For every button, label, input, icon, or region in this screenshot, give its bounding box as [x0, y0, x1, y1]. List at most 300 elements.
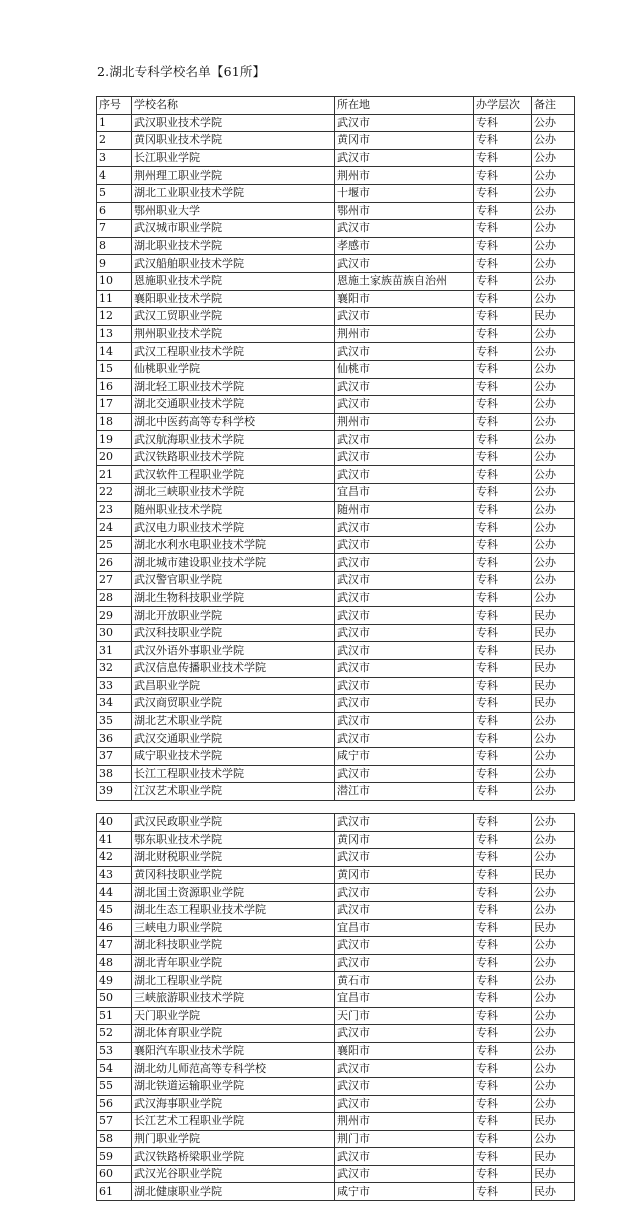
table-row	[97, 255, 575, 273]
row-number-cell: 4	[97, 167, 132, 185]
school-name-cell: 恩施职业技术学院	[132, 272, 335, 290]
table-row	[97, 937, 575, 955]
level-cell: 专科	[474, 607, 532, 625]
table-row	[97, 343, 575, 361]
school-name-cell: 武汉软件工程职业学院	[132, 466, 335, 484]
level-cell: 专科	[474, 255, 532, 273]
level-cell: 专科	[474, 783, 532, 801]
table-row	[97, 308, 575, 326]
location-cell: 武汉市	[335, 255, 474, 273]
ownership-cell: 公办	[532, 831, 575, 849]
school-name-cell: 武汉职业技术学院	[132, 114, 335, 132]
level-cell: 专科	[474, 814, 532, 832]
level-cell: 专科	[474, 866, 532, 884]
row-number-cell: 26	[97, 554, 132, 572]
table-row	[97, 202, 575, 220]
location-cell: 武汉市	[335, 149, 474, 167]
level-cell: 专科	[474, 237, 532, 255]
header-row	[97, 97, 575, 115]
school-name-cell: 武汉铁路职业技术学院	[132, 448, 335, 466]
ownership-cell: 公办	[532, 448, 575, 466]
level-cell: 专科	[474, 1095, 532, 1113]
school-name-cell: 湖北青年职业学院	[132, 954, 335, 972]
school-name-cell: 天门职业学院	[132, 1007, 335, 1025]
row-number-cell: 51	[97, 1007, 132, 1025]
ownership-cell: 公办	[532, 572, 575, 590]
table-row	[97, 747, 575, 765]
level-cell: 专科	[474, 660, 532, 678]
school-name-cell: 随州职业技术学院	[132, 501, 335, 519]
location-cell: 武汉市	[335, 343, 474, 361]
ownership-cell: 公办	[532, 413, 575, 431]
level-cell: 专科	[474, 149, 532, 167]
school-name-cell: 咸宁职业技术学院	[132, 747, 335, 765]
level-cell: 专科	[474, 484, 532, 502]
school-name-cell: 武汉科技职业学院	[132, 624, 335, 642]
school-name-cell: 长江艺术工程职业学院	[132, 1113, 335, 1131]
location-cell: 武汉市	[335, 572, 474, 590]
location-cell: 黄冈市	[335, 831, 474, 849]
school-name-cell: 武汉民政职业学院	[132, 814, 335, 832]
level-cell: 专科	[474, 396, 532, 414]
header-row-number: 序号	[97, 97, 132, 115]
level-cell: 专科	[474, 501, 532, 519]
row-number-cell: 39	[97, 783, 132, 801]
level-cell: 专科	[474, 1007, 532, 1025]
ownership-cell: 公办	[532, 132, 575, 150]
ownership-cell: 公办	[532, 884, 575, 902]
level-cell: 专科	[474, 1130, 532, 1148]
level-cell: 专科	[474, 343, 532, 361]
row-number-cell: 15	[97, 360, 132, 378]
location-cell: 天门市	[335, 1007, 474, 1025]
ownership-cell: 民办	[532, 642, 575, 660]
location-cell: 武汉市	[335, 519, 474, 537]
table-row	[97, 466, 575, 484]
school-name-cell: 湖北三峡职业技术学院	[132, 484, 335, 502]
table-row	[97, 272, 575, 290]
location-cell: 武汉市	[335, 1060, 474, 1078]
table-row	[97, 642, 575, 660]
location-cell: 武汉市	[335, 1148, 474, 1166]
table-row	[97, 783, 575, 801]
header-level: 办学层次	[474, 97, 532, 115]
ownership-cell: 公办	[532, 989, 575, 1007]
location-cell: 黄冈市	[335, 132, 474, 150]
row-number-cell: 33	[97, 677, 132, 695]
row-number-cell: 52	[97, 1025, 132, 1043]
level-cell: 专科	[474, 642, 532, 660]
row-number-cell: 49	[97, 972, 132, 990]
row-number-cell: 34	[97, 695, 132, 713]
table-row	[97, 919, 575, 937]
school-name-cell: 武汉电力职业技术学院	[132, 519, 335, 537]
ownership-cell: 公办	[532, 255, 575, 273]
row-number-cell: 60	[97, 1165, 132, 1183]
row-number-cell: 11	[97, 290, 132, 308]
row-number-cell: 42	[97, 849, 132, 867]
table-row	[97, 1148, 575, 1166]
level-cell: 专科	[474, 536, 532, 554]
row-number-cell: 59	[97, 1148, 132, 1166]
location-cell: 武汉市	[335, 554, 474, 572]
table-row	[97, 1183, 575, 1201]
level-cell: 专科	[474, 272, 532, 290]
row-number-cell: 18	[97, 413, 132, 431]
row-number-cell: 50	[97, 989, 132, 1007]
row-number-cell: 35	[97, 712, 132, 730]
table-row	[97, 849, 575, 867]
location-cell: 武汉市	[335, 624, 474, 642]
location-cell: 咸宁市	[335, 1183, 474, 1201]
ownership-cell: 民办	[532, 695, 575, 713]
schools-table-part-1	[96, 96, 575, 801]
school-name-cell: 湖北中医药高等专科学校	[132, 413, 335, 431]
ownership-cell: 民办	[532, 1183, 575, 1201]
table-row	[97, 660, 575, 678]
location-cell: 武汉市	[335, 1095, 474, 1113]
row-number-cell: 17	[97, 396, 132, 414]
ownership-cell: 公办	[532, 1095, 575, 1113]
level-cell: 专科	[474, 1113, 532, 1131]
level-cell: 专科	[474, 1042, 532, 1060]
ownership-cell: 公办	[532, 954, 575, 972]
table-row	[97, 765, 575, 783]
row-number-cell: 5	[97, 184, 132, 202]
school-name-cell: 黄冈职业技术学院	[132, 132, 335, 150]
school-name-cell: 仙桃职业学院	[132, 360, 335, 378]
ownership-cell: 民办	[532, 1148, 575, 1166]
row-number-cell: 44	[97, 884, 132, 902]
table-row	[97, 1042, 575, 1060]
school-name-cell: 荆州理工职业学院	[132, 167, 335, 185]
location-cell: 武汉市	[335, 431, 474, 449]
ownership-cell: 公办	[532, 114, 575, 132]
ownership-cell: 公办	[532, 431, 575, 449]
level-cell: 专科	[474, 695, 532, 713]
table-row	[97, 884, 575, 902]
level-cell: 专科	[474, 972, 532, 990]
level-cell: 专科	[474, 624, 532, 642]
table-row	[97, 378, 575, 396]
level-cell: 专科	[474, 831, 532, 849]
level-cell: 专科	[474, 589, 532, 607]
ownership-cell: 公办	[532, 554, 575, 572]
location-cell: 仙桃市	[335, 360, 474, 378]
table-row	[97, 677, 575, 695]
row-number-cell: 1	[97, 114, 132, 132]
table-row	[97, 167, 575, 185]
school-name-cell: 三峡旅游职业技术学院	[132, 989, 335, 1007]
location-cell: 荆州市	[335, 167, 474, 185]
row-number-cell: 30	[97, 624, 132, 642]
level-cell: 专科	[474, 1183, 532, 1201]
school-name-cell: 荆门职业学院	[132, 1130, 335, 1148]
row-number-cell: 2	[97, 132, 132, 150]
table-row	[97, 484, 575, 502]
ownership-cell: 民办	[532, 607, 575, 625]
location-cell: 黄石市	[335, 972, 474, 990]
level-cell: 专科	[474, 765, 532, 783]
location-cell: 武汉市	[335, 396, 474, 414]
level-cell: 专科	[474, 290, 532, 308]
level-cell: 专科	[474, 1165, 532, 1183]
school-name-cell: 江汉艺术职业学院	[132, 783, 335, 801]
row-number-cell: 41	[97, 831, 132, 849]
location-cell: 随州市	[335, 501, 474, 519]
row-number-cell: 23	[97, 501, 132, 519]
school-name-cell: 长江工程职业技术学院	[132, 765, 335, 783]
ownership-cell: 公办	[532, 360, 575, 378]
level-cell: 专科	[474, 554, 532, 572]
row-number-cell: 43	[97, 866, 132, 884]
row-number-cell: 25	[97, 536, 132, 554]
row-number-cell: 37	[97, 747, 132, 765]
location-cell: 武汉市	[335, 607, 474, 625]
school-name-cell: 襄阳职业技术学院	[132, 290, 335, 308]
row-number-cell: 36	[97, 730, 132, 748]
ownership-cell: 公办	[532, 519, 575, 537]
row-number-cell: 54	[97, 1060, 132, 1078]
location-cell: 武汉市	[335, 954, 474, 972]
table-row	[97, 431, 575, 449]
ownership-cell: 民办	[532, 660, 575, 678]
level-cell: 专科	[474, 989, 532, 1007]
level-cell: 专科	[474, 220, 532, 238]
ownership-cell: 公办	[532, 484, 575, 502]
row-number-cell: 28	[97, 589, 132, 607]
school-name-cell: 武汉航海职业技术学院	[132, 431, 335, 449]
row-number-cell: 22	[97, 484, 132, 502]
ownership-cell: 公办	[532, 220, 575, 238]
location-cell: 武汉市	[335, 884, 474, 902]
row-number-cell: 40	[97, 814, 132, 832]
school-name-cell: 鄂州职业大学	[132, 202, 335, 220]
school-name-cell: 湖北职业技术学院	[132, 237, 335, 255]
level-cell: 专科	[474, 132, 532, 150]
row-number-cell: 10	[97, 272, 132, 290]
ownership-cell: 公办	[532, 202, 575, 220]
row-number-cell: 32	[97, 660, 132, 678]
table-row	[97, 132, 575, 150]
school-name-cell: 湖北交通职业技术学院	[132, 396, 335, 414]
location-cell: 武汉市	[335, 466, 474, 484]
ownership-cell: 民办	[532, 1165, 575, 1183]
row-number-cell: 56	[97, 1095, 132, 1113]
table-row	[97, 972, 575, 990]
ownership-cell: 公办	[532, 501, 575, 519]
row-number-cell: 48	[97, 954, 132, 972]
level-cell: 专科	[474, 308, 532, 326]
table-row	[97, 695, 575, 713]
location-cell: 孝感市	[335, 237, 474, 255]
school-name-cell: 武汉商贸职业学院	[132, 695, 335, 713]
row-number-cell: 16	[97, 378, 132, 396]
ownership-cell: 公办	[532, 325, 575, 343]
school-name-cell: 湖北工程职业学院	[132, 972, 335, 990]
school-name-cell: 武昌职业学院	[132, 677, 335, 695]
ownership-cell: 公办	[532, 1077, 575, 1095]
level-cell: 专科	[474, 114, 532, 132]
row-number-cell: 29	[97, 607, 132, 625]
location-cell: 荆州市	[335, 1113, 474, 1131]
school-name-cell: 湖北生态工程职业技术学院	[132, 901, 335, 919]
level-cell: 专科	[474, 849, 532, 867]
table-row	[97, 901, 575, 919]
school-name-cell: 湖北幼儿师范高等专科学校	[132, 1060, 335, 1078]
school-name-cell: 鄂东职业技术学院	[132, 831, 335, 849]
school-name-cell: 湖北轻工职业技术学院	[132, 378, 335, 396]
ownership-cell: 公办	[532, 378, 575, 396]
location-cell: 武汉市	[335, 308, 474, 326]
table-row	[97, 624, 575, 642]
ownership-cell: 公办	[532, 343, 575, 361]
level-cell: 专科	[474, 202, 532, 220]
school-name-cell: 湖北工业职业技术学院	[132, 184, 335, 202]
row-number-cell: 6	[97, 202, 132, 220]
ownership-cell: 民办	[532, 677, 575, 695]
level-cell: 专科	[474, 1077, 532, 1095]
school-name-cell: 湖北开放职业学院	[132, 607, 335, 625]
location-cell: 荆门市	[335, 1130, 474, 1148]
ownership-cell: 公办	[532, 290, 575, 308]
table-row	[97, 220, 575, 238]
level-cell: 专科	[474, 413, 532, 431]
row-number-cell: 13	[97, 325, 132, 343]
school-name-cell: 湖北铁道运输职业学院	[132, 1077, 335, 1095]
location-cell: 武汉市	[335, 814, 474, 832]
school-name-cell: 三峡电力职业学院	[132, 919, 335, 937]
location-cell: 武汉市	[335, 448, 474, 466]
ownership-cell: 公办	[532, 747, 575, 765]
school-name-cell: 湖北体育职业学院	[132, 1025, 335, 1043]
level-cell: 专科	[474, 466, 532, 484]
table-row	[97, 1113, 575, 1131]
level-cell: 专科	[474, 1025, 532, 1043]
location-cell: 武汉市	[335, 378, 474, 396]
row-number-cell: 7	[97, 220, 132, 238]
table-row	[97, 554, 575, 572]
table-row	[97, 413, 575, 431]
ownership-cell: 公办	[532, 396, 575, 414]
location-cell: 武汉市	[335, 677, 474, 695]
table-row	[97, 290, 575, 308]
school-name-cell: 湖北城市建设职业技术学院	[132, 554, 335, 572]
ownership-cell: 民办	[532, 308, 575, 326]
row-number-cell: 21	[97, 466, 132, 484]
table-row	[97, 325, 575, 343]
location-cell: 荆州市	[335, 413, 474, 431]
location-cell: 黄冈市	[335, 866, 474, 884]
school-name-cell: 武汉工贸职业学院	[132, 308, 335, 326]
table-row	[97, 360, 575, 378]
ownership-cell: 公办	[532, 814, 575, 832]
ownership-cell: 公办	[532, 901, 575, 919]
ownership-cell: 公办	[532, 783, 575, 801]
ownership-cell: 民办	[532, 866, 575, 884]
ownership-cell: 民办	[532, 1113, 575, 1131]
location-cell: 襄阳市	[335, 1042, 474, 1060]
location-cell: 武汉市	[335, 1077, 474, 1095]
level-cell: 专科	[474, 954, 532, 972]
table-row	[97, 501, 575, 519]
location-cell: 武汉市	[335, 849, 474, 867]
table-row	[97, 730, 575, 748]
school-name-cell: 荆州职业技术学院	[132, 325, 335, 343]
location-cell: 武汉市	[335, 642, 474, 660]
location-cell: 武汉市	[335, 937, 474, 955]
header-ownership: 备注	[532, 97, 575, 115]
school-name-cell: 武汉工程职业技术学院	[132, 343, 335, 361]
ownership-cell: 公办	[532, 184, 575, 202]
ownership-cell: 公办	[532, 237, 575, 255]
ownership-cell: 公办	[532, 849, 575, 867]
school-name-cell: 武汉铁路桥梁职业学院	[132, 1148, 335, 1166]
school-name-cell: 湖北生物科技职业学院	[132, 589, 335, 607]
row-number-cell: 19	[97, 431, 132, 449]
schools-table-part-2	[96, 813, 575, 1201]
ownership-cell: 公办	[532, 272, 575, 290]
row-number-cell: 27	[97, 572, 132, 590]
row-number-cell: 58	[97, 1130, 132, 1148]
school-name-cell: 武汉海事职业学院	[132, 1095, 335, 1113]
location-cell: 襄阳市	[335, 290, 474, 308]
level-cell: 专科	[474, 167, 532, 185]
row-number-cell: 47	[97, 937, 132, 955]
row-number-cell: 53	[97, 1042, 132, 1060]
location-cell: 武汉市	[335, 1165, 474, 1183]
location-cell: 武汉市	[335, 901, 474, 919]
table-row	[97, 448, 575, 466]
ownership-cell: 公办	[532, 937, 575, 955]
level-cell: 专科	[474, 519, 532, 537]
table-row	[97, 114, 575, 132]
school-name-cell: 襄阳汽车职业技术学院	[132, 1042, 335, 1060]
ownership-cell: 公办	[532, 972, 575, 990]
location-cell: 武汉市	[335, 695, 474, 713]
row-number-cell: 20	[97, 448, 132, 466]
table-row	[97, 1130, 575, 1148]
row-number-cell: 24	[97, 519, 132, 537]
level-cell: 专科	[474, 919, 532, 937]
row-number-cell: 55	[97, 1077, 132, 1095]
location-cell: 武汉市	[335, 765, 474, 783]
location-cell: 武汉市	[335, 730, 474, 748]
row-number-cell: 8	[97, 237, 132, 255]
header-location: 所在地	[335, 97, 474, 115]
level-cell: 专科	[474, 1148, 532, 1166]
row-number-cell: 38	[97, 765, 132, 783]
location-cell: 武汉市	[335, 220, 474, 238]
table-row	[97, 831, 575, 849]
table-row	[97, 396, 575, 414]
header-school-name: 学校名称	[132, 97, 335, 115]
ownership-cell: 公办	[532, 1025, 575, 1043]
ownership-cell: 公办	[532, 712, 575, 730]
location-cell: 十堰市	[335, 184, 474, 202]
level-cell: 专科	[474, 184, 532, 202]
school-name-cell: 武汉光谷职业学院	[132, 1165, 335, 1183]
page-title: 2.湖北专科学校名单【61所】	[97, 64, 266, 79]
location-cell: 宜昌市	[335, 484, 474, 502]
level-cell: 专科	[474, 884, 532, 902]
school-name-cell: 湖北艺术职业学院	[132, 712, 335, 730]
school-name-cell: 武汉信息传播职业技术学院	[132, 660, 335, 678]
level-cell: 专科	[474, 747, 532, 765]
level-cell: 专科	[474, 448, 532, 466]
school-name-cell: 湖北科技职业学院	[132, 937, 335, 955]
table-row	[97, 1060, 575, 1078]
